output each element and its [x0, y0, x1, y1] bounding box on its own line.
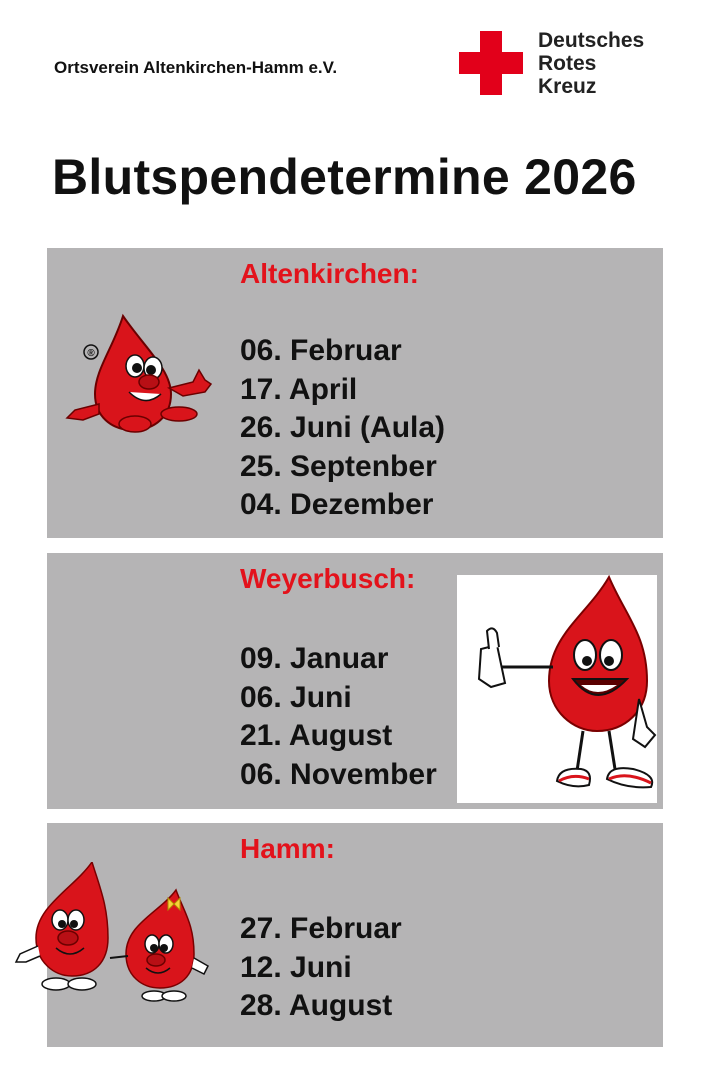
date-item: 06. Februar: [240, 334, 402, 367]
blood-drop-couple-icon: [14, 862, 214, 1008]
organization-name: Ortsverein Altenkirchen-Hamm e.V.: [54, 58, 338, 77]
blood-drop-mascot-icon: [53, 308, 223, 438]
date-list: [240, 910, 402, 1026]
date-item: 27. Februar: [240, 912, 402, 945]
section-weyerbusch: [47, 553, 663, 809]
red-cross-icon: [459, 31, 523, 95]
page-title: Blutspendetermine 2026: [52, 149, 637, 205]
date-item: 12. Juni: [240, 950, 352, 984]
date-item: 26. Juni (Aula): [240, 411, 446, 444]
registered-mark: ®: [87, 348, 95, 359]
date-item: 09. Januar: [240, 642, 389, 675]
date-item: 17. April: [240, 372, 358, 406]
date-item: 21. August: [240, 719, 393, 752]
logo-line-1: Deutsches: [538, 29, 645, 52]
section-place-heading: Weyerbusch:: [240, 563, 416, 594]
date-item: 25. Septenber: [240, 449, 437, 483]
date-item: 04. Dezember: [240, 488, 434, 521]
blood-drop-mascot-icon: [457, 575, 657, 803]
drk-logo-text: [538, 29, 678, 98]
section-place-heading: Altenkirchen:: [240, 258, 419, 289]
date-list: [240, 332, 445, 525]
date-item: 06. November: [240, 757, 437, 791]
date-item: 28. August: [240, 989, 393, 1022]
logo-line-2: Rotes: [538, 52, 597, 75]
section-place-heading: Hamm:: [240, 833, 335, 864]
section-altenkirchen: [47, 248, 663, 538]
date-item: 06. Juni: [240, 680, 352, 714]
date-list: [240, 640, 437, 794]
logo-line-3: Kreuz: [538, 75, 597, 98]
